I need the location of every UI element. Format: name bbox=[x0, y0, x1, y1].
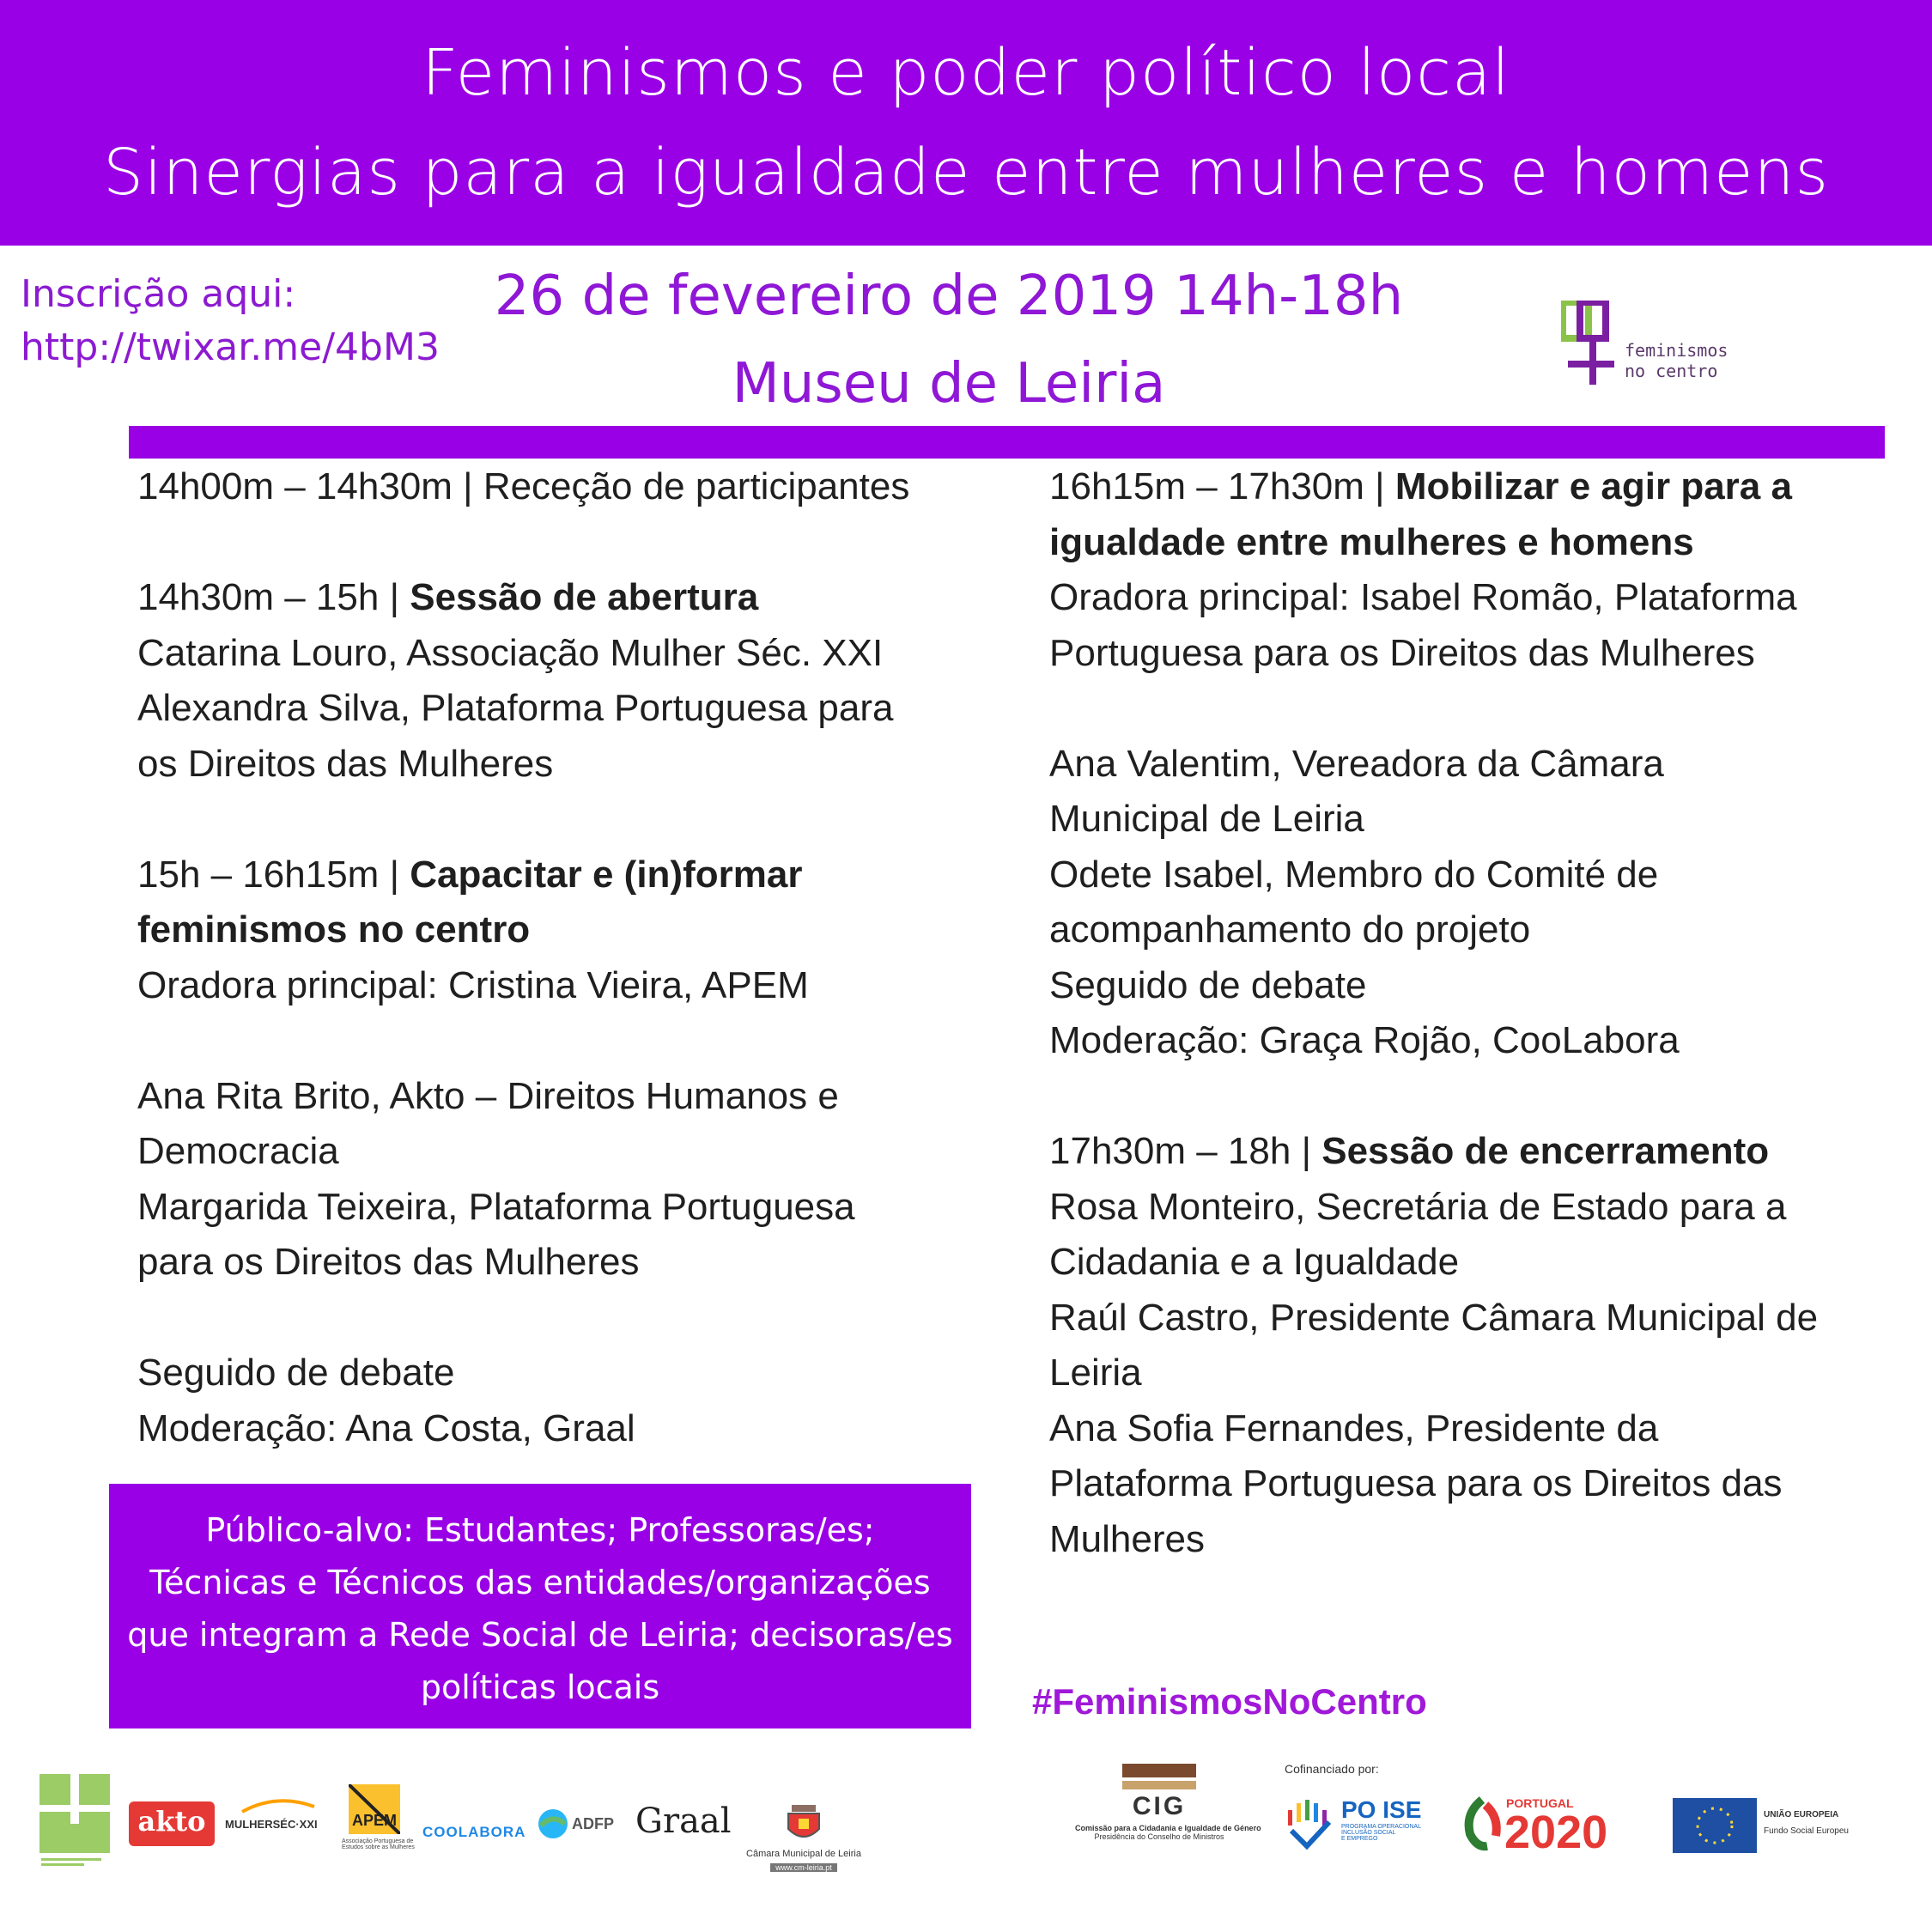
coat-of-arms-icon bbox=[785, 1803, 823, 1844]
speaker-line: Plataforma Portuguesa para os Direitos das bbox=[1049, 1462, 1783, 1504]
camara-leiria-logo bbox=[744, 1803, 864, 1874]
apem-sub: Estudos sobre as Mulheres bbox=[342, 1844, 415, 1850]
audience-box bbox=[109, 1484, 971, 1728]
event-date: 26 de fevereiro de 2019 14h-18h bbox=[494, 264, 1404, 328]
feminismos-no-centro-logo bbox=[1561, 301, 1733, 386]
apem-text: APEM bbox=[351, 1812, 397, 1829]
audience-line: Público-alvo: Estudantes; Professoras/es; bbox=[205, 1511, 875, 1549]
venus-symbol-icon bbox=[1561, 301, 1630, 386]
poise-icon bbox=[1285, 1796, 1336, 1851]
registration-label: Inscrição aqui: bbox=[21, 272, 296, 316]
speaker-line: Ana Rita Brito, Akto – Direitos Humanos e bbox=[137, 1074, 839, 1117]
speaker-line: Catarina Louro, Associação Mulher Séc. XXI bbox=[137, 631, 884, 674]
camara-text: Câmara Municipal de Leiria bbox=[746, 1849, 861, 1859]
speaker-line: os Direitos das Mulheres bbox=[137, 742, 554, 785]
session-capacitar bbox=[137, 848, 987, 903]
speaker-line: Oradora principal: Isabel Romão, Plataforma bbox=[1049, 576, 1797, 618]
speaker-line: Margarida Teixeira, Plataforma Portuguesa bbox=[137, 1185, 855, 1228]
mulher-sec-xxi-logo bbox=[225, 1796, 319, 1839]
session-title: Receção de participantes bbox=[483, 465, 910, 507]
audience-line: Técnicas e Técnicos das entidades/organizações bbox=[149, 1564, 931, 1601]
divider-bar bbox=[129, 426, 1885, 459]
coolabora-logo bbox=[422, 1824, 526, 1841]
session-time: 16h15m – 17h30m | bbox=[1049, 465, 1395, 507]
coolabora-text: COOLABORA bbox=[422, 1824, 526, 1840]
session-title: Mobilizar e agir para a bbox=[1394, 465, 1792, 507]
portugal-flag-icon bbox=[1461, 1796, 1504, 1851]
p2020-text: 2020 bbox=[1504, 1807, 1608, 1858]
header-banner bbox=[0, 0, 1932, 246]
adfp-text: ADFP bbox=[572, 1815, 614, 1832]
audience-line: políticas locais bbox=[420, 1668, 660, 1706]
logo-line-1: feminismos bbox=[1625, 340, 1728, 361]
graal-logo bbox=[635, 1801, 732, 1841]
session-reception bbox=[137, 459, 987, 515]
cig-sub: Comissão para a Cidadania e Igualdade de Género bbox=[1075, 1824, 1261, 1832]
session-title: Sessão de abertura bbox=[410, 576, 759, 618]
speaker-line: Ana Valentim, Vereadora da Câmara bbox=[1049, 742, 1664, 785]
speaker-line: Leiria bbox=[1049, 1352, 1142, 1394]
cig-text: CIG bbox=[1132, 1792, 1187, 1820]
session-time: 14h30m – 15h | bbox=[137, 576, 410, 618]
poise-sub: INCLUSÃO SOCIAL bbox=[1341, 1830, 1396, 1836]
speaker-line: Ana Sofia Fernandes, Presidente da bbox=[1049, 1406, 1659, 1449]
session-mobilizar bbox=[1049, 459, 1908, 515]
hashtag[interactable]: #FeminismosNoCentro bbox=[1032, 1681, 1427, 1722]
session-closing bbox=[1049, 1124, 1908, 1180]
ppdm-icon bbox=[38, 1771, 112, 1872]
akto-logo bbox=[129, 1801, 215, 1846]
cofinanced-label: Cofinanciado por: bbox=[1285, 1762, 1379, 1776]
session-title-cont bbox=[137, 902, 987, 958]
poise-text: PO ISE bbox=[1341, 1796, 1422, 1823]
swoosh-icon bbox=[225, 1796, 319, 1814]
globe-icon bbox=[536, 1807, 570, 1841]
session-title: Capacitar e (in)formar bbox=[410, 853, 803, 896]
cig-sub: Presidência do Conselho de Ministros bbox=[1094, 1832, 1224, 1841]
speaker-line: Alexandra Silva, Plataforma Portuguesa para bbox=[137, 687, 894, 729]
session-time: 17h30m – 18h | bbox=[1049, 1130, 1322, 1172]
cig-bar-icon bbox=[1122, 1764, 1196, 1777]
eu-text: Fundo Social Europeu bbox=[1764, 1826, 1849, 1836]
program-right-column bbox=[1049, 459, 1908, 1567]
moderation-line: Moderação: Graça Rojão, CooLabora bbox=[1049, 1019, 1680, 1061]
debate-line: Seguido de debate bbox=[1049, 963, 1367, 1006]
session-opening bbox=[137, 570, 987, 626]
audience-line: que integram a Rede Social de Leiria; decisoras/es bbox=[127, 1616, 953, 1654]
session-title: Sessão de encerramento bbox=[1321, 1130, 1770, 1172]
program-left-column bbox=[137, 459, 987, 1456]
moderation-line: Moderação: Ana Costa, Graal bbox=[137, 1406, 635, 1449]
registration bbox=[21, 268, 440, 374]
session-title-cont bbox=[1049, 515, 1908, 571]
speaker-line: Odete Isabel, Membro do Comité de bbox=[1049, 853, 1659, 896]
speaker-line: Portuguesa para os Direitos das Mulheres bbox=[1049, 631, 1755, 674]
eu-text: UNIÃO EUROPEIA bbox=[1764, 1810, 1839, 1820]
eu-logo bbox=[1673, 1798, 1855, 1853]
mulher-text: MULHERSÉC·XXI bbox=[225, 1818, 318, 1831]
speaker-line: Democracia bbox=[137, 1130, 339, 1172]
graal-text: Graal bbox=[635, 1801, 732, 1841]
portugal-2020-logo bbox=[1461, 1796, 1645, 1860]
logo-line-2: no centro bbox=[1625, 361, 1718, 381]
title-line-2: Sinergias para a igualdade entre mulheres e homens bbox=[102, 136, 1830, 210]
session-title: igualdade entre mulheres e homens bbox=[1049, 520, 1694, 563]
registration-link[interactable]: http://twixar.me/4bM3 bbox=[21, 325, 440, 369]
speaker-line: Raúl Castro, Presidente Câmara Municipal de bbox=[1049, 1296, 1819, 1339]
speaker-line: Cidadania e a Igualdade bbox=[1049, 1241, 1460, 1283]
speaker-line: para os Direitos das Mulheres bbox=[137, 1241, 640, 1283]
event-venue: Museu de Leiria bbox=[732, 352, 1166, 416]
debate-line: Seguido de debate bbox=[137, 1352, 455, 1394]
title-line-1: Feminismos e poder político local bbox=[422, 36, 1510, 110]
poise-logo bbox=[1285, 1796, 1437, 1858]
cig-bar-icon bbox=[1122, 1781, 1196, 1789]
session-time: 15h – 16h15m | bbox=[137, 853, 410, 896]
speaker-line: Municipal de Leiria bbox=[1049, 798, 1364, 840]
speaker-line: Rosa Monteiro, Secretária de Estado para a bbox=[1049, 1185, 1787, 1228]
speaker-line: Oradora principal: Cristina Vieira, APEM bbox=[137, 963, 809, 1006]
session-title: feminismos no centro bbox=[137, 908, 531, 951]
adfp-logo bbox=[536, 1807, 618, 1841]
eu-flag-icon bbox=[1673, 1798, 1757, 1853]
poise-sub: E EMPREGO bbox=[1341, 1836, 1378, 1842]
akto-text: akto bbox=[137, 1805, 206, 1838]
camara-url: www.cm-leiria.pt bbox=[770, 1863, 837, 1872]
speaker-line: Mulheres bbox=[1049, 1517, 1205, 1560]
portugal-text: PORTUGAL bbox=[1506, 1796, 1574, 1810]
apem-sub: Associação Portuguesa de bbox=[342, 1838, 414, 1844]
poise-sub: PROGRAMA OPERACIONAL bbox=[1341, 1824, 1421, 1830]
cig-logo bbox=[1075, 1764, 1261, 1875]
speaker-line: acompanhamento do projeto bbox=[1049, 908, 1531, 951]
apem-logo bbox=[342, 1784, 415, 1863]
session-time: 14h00m – 14h30m | bbox=[137, 465, 483, 507]
ppdm-logo bbox=[38, 1771, 112, 1872]
